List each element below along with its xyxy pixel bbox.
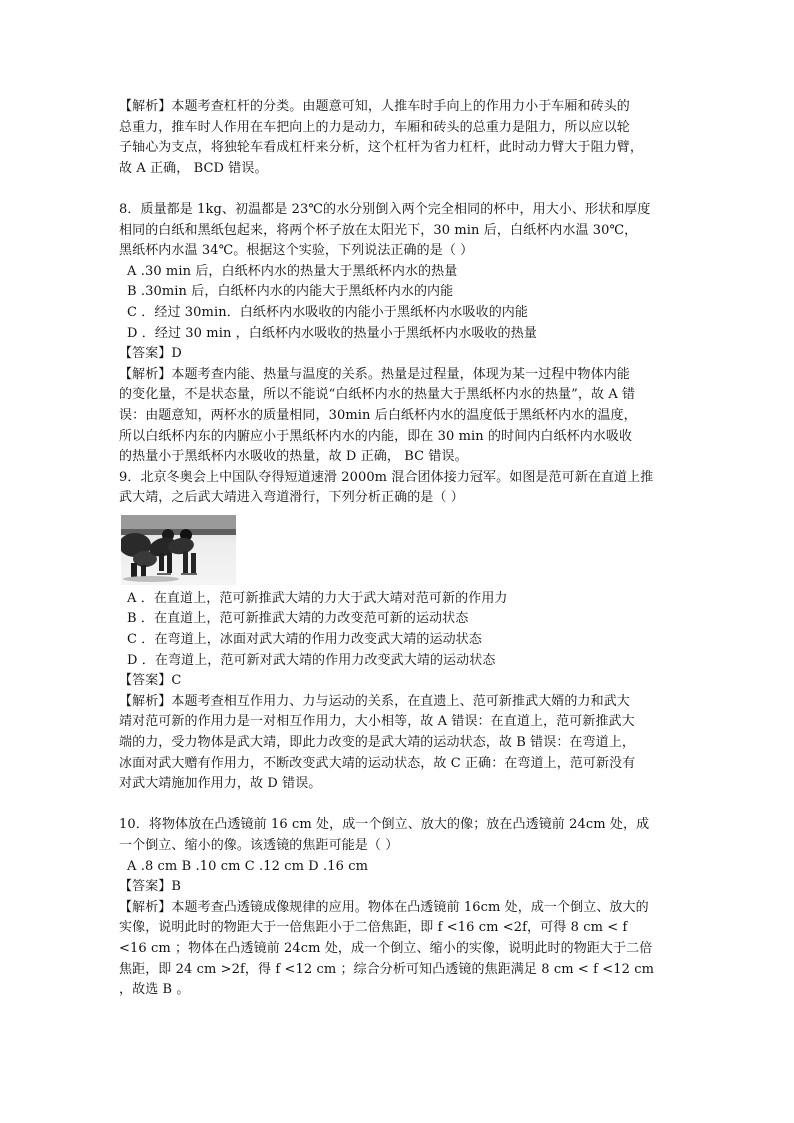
analysis-line: 的热量小于黑纸杯内水吸收的热量，故 D 正确， BC 错误。 <box>119 449 468 465</box>
option-c: C ．在弯道上，冰面对武大靖的作用力改变武大靖的运动状态 <box>127 632 482 648</box>
analysis-line: 端的力，受力物体是武大靖，即此力改变的是武大靖的运动状态，故 B 错误：在弯道上， <box>119 735 635 751</box>
analysis-line: 总重力，推车时人作用在车把向上的力是动力，车厢和砖头的总重力是阻力，所以应以轮 <box>119 119 630 135</box>
option-d: D ．在弯道上，范可新对武大靖的作用力改变武大靖的运动状态 <box>127 652 496 668</box>
option-d: D ．经过 30 min ，白纸杯内水吸收的热量小于黑纸杯内水吸收的热量 <box>127 325 537 341</box>
analysis-line: 误：由题意知，两杯水的质量相同，30min 后白纸杯内水的温度低于黑纸杯内水的温度， <box>119 407 637 423</box>
options-line: A .8 cm B .10 cm C .12 cm D .16 cm <box>127 858 369 874</box>
option-b: B ．在直道上，范可新推武大靖的力改变范可新的运动状态 <box>127 611 469 627</box>
answer-line: 【答案】D <box>119 346 182 362</box>
analysis-line: ，故选 B 。 <box>119 982 190 998</box>
answer-line: 【答案】C <box>119 673 182 689</box>
analysis-line: 对武大靖施加作用力，故 D 错误。 <box>119 776 322 792</box>
analysis-line: 冰面对武大赠有作用力，不断改变武大靖的运动状态，故 C 正确：在弯道上，范可新没有 <box>119 755 636 771</box>
analysis-line: 所以白纸杯内东的内腑应小于黑纸杯内水的内能，即在 30 min 的时间内白纸杯内水吸收 <box>119 428 633 444</box>
question-stem-line: 武大靖，之后武大靖进入弯道滑行，下列分析正确的是（ ） <box>119 490 464 506</box>
question-9 <box>119 468 679 795</box>
analysis-line: 【解析】本题考查杠杆的分类。由题意可知，人推车时手向上的作用力小于车厢和砖头的 <box>119 99 630 114</box>
document-page <box>119 97 679 1001</box>
option-c: C ．经过 30min．白纸杯内水吸收的内能小于黑纸杯内水吸收的内能 <box>127 304 529 320</box>
analysis-line: 子轴心为支点，将独轮车看成杠杆来分析，这个杠杆为省力杠杆，此时动力臂大于阻力臂， <box>119 140 644 156</box>
analysis-line: 【解析】本题考查相互作用力、力与运动的关系，在直遗上、范可新推武大婿的力和武大 <box>119 693 630 709</box>
question-stem-line: 相同的白纸和黑纸包起来，将两个杯子放在太阳光下，30 min 后，白纸杯内水温 30℃， <box>119 222 638 238</box>
analysis-block-q7 <box>119 97 679 179</box>
question-stem-line: 9．北京冬奥会上中国队夺得短道速滑 2000m 混合团体接力冠军。如图是范可新在直道上推 <box>119 469 654 485</box>
analysis-line: 【解析】本题考查内能、热量与温度的关系。热量是过程量，体现为某一过程中物体内能 <box>119 366 630 382</box>
analysis-line: 靖对范可新的作用力是一对相互作用力，大小相等，故 A 错误：在直道上，范可新推武大 <box>119 714 635 730</box>
question-10 <box>119 815 679 1000</box>
analysis-line: 【解析】本题考查凸透镜成像规律的应用。物体在凸透镜前 16cm 处，成一个倒立、放大的 <box>119 899 649 915</box>
option-a: A ．在直道上，范可新推武大靖的力大于武大靖对范可新的作用力 <box>127 590 508 606</box>
analysis-line: 故 A 正确， BCD 错误。 <box>119 160 268 176</box>
analysis-line: 焦距，即 24 cm >2f，得 f <12 cm ；综合分析可知凸透镜的焦距满足 8 cm < f <12 cm <box>119 961 655 977</box>
analysis-line: <16 cm ；物体在凸透镜前 24cm 处，成一个倒立、缩小的实像，说明此时的物距大于二倍 <box>119 940 653 956</box>
question-stem-line: 黑纸杯内水温 34℃。根据这个实验，下列说法正确的是（ ） <box>119 243 474 259</box>
option-a: A .30 min 后，白纸杯内水的热量大于黑纸杯内水的热量 <box>127 263 458 279</box>
question-stem-line: 一个倒立、缩小的像。该透镜的焦距可能是（ ） <box>119 838 399 853</box>
question-stem-line: 8．质量都是 1kg、初温都是 23℃的水分别倒入两个完全相同的杯中，用大小、形状和厚度 <box>119 201 651 217</box>
analysis-line: 实像，说明此时的物距大于一倍焦距小于二倍焦距，即 f <16 cm <2f，可得 8 cm < f <box>119 920 628 936</box>
speed-skating-photo <box>121 515 236 585</box>
question-stem-line: 10．将物体放在凸透镜前 16 cm 处，成一个倒立、放大的像；放在凸透镜前 24cm 处，成 <box>119 817 650 833</box>
option-b: B .30min 后，白纸杯内水的内能大于黑纸杯内水的内能 <box>127 284 454 300</box>
question-8 <box>119 200 679 468</box>
analysis-line: 的变化量，不是状态量，所以不能说“白纸杯内水的热量大于黑纸杯内水的热量”，故 A 错 <box>119 387 636 403</box>
answer-line: 【答案】B <box>119 879 182 895</box>
